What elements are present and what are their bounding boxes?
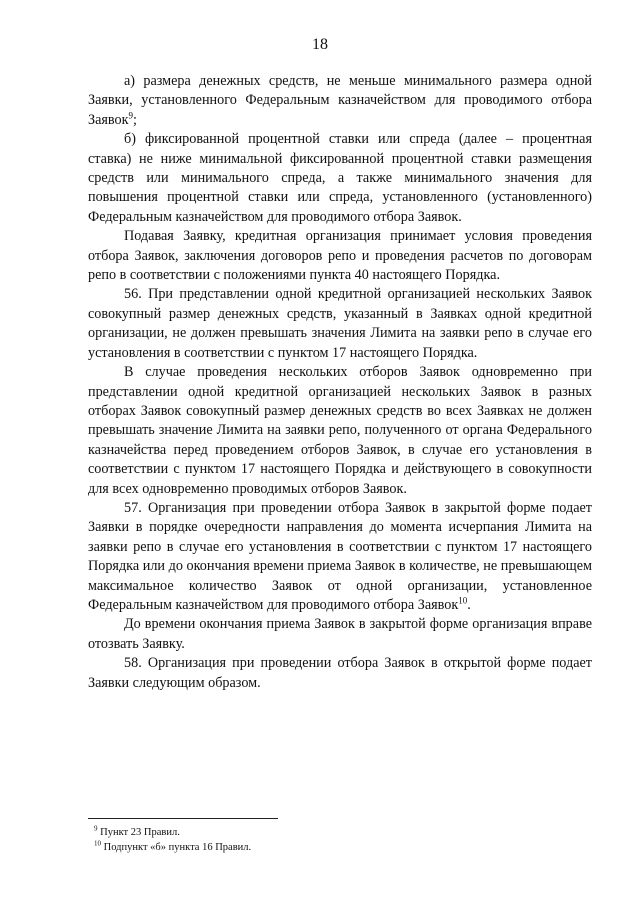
paragraph-57-withdrawal: До времени окончания приема Заявок в закрытой форме организация вправе отозвать Заявку. xyxy=(88,616,592,652)
footnote-9: $^9$ Пункт 23 Правил. xyxy=(94,824,180,838)
paragraph-57: 57. Организация при проведении отбора Заявок в закрытой форме подает Заявки в порядке очередности направления до момента исчерпания Лимита на заявки репо в случае его установления в соответствии с пунктом 17 настоящего Порядка или до окончания времени приема Заявок в количестве, не превышающем максимальное количество Заявок от одной организации, установленное Федеральным казначейством для проводимого отбора Заявок$^{10}$. xyxy=(88,499,592,613)
footnotes xyxy=(88,825,592,855)
paragraph-56: 56. При представлении одной кредитной организацией нескольких Заявок совокупный размер денежных средств, указанный в Заявках одной кредитной организации, не должен превышать значения Лимита на заявки репо в случае его установления в соответствии с пунктом 17 настоящего Порядка. xyxy=(88,286,592,361)
paragraph-b: б) фиксированной процентной ставки или спреда (далее – процентная ставка) не ниже минимальной фиксированной процентной ставки размещения средств или минимального спреда, а также минимального значения для повышения процентной ставки или спреда, установленного (установленного) Федеральным казначейством для проводимого отбора Заявок. xyxy=(88,131,592,225)
body-text xyxy=(88,72,592,693)
paragraph-58: 58. Организация при проведении отбора Заявок в открытой форме подает Заявки следующим образом. xyxy=(88,655,592,691)
footnote-10: $^{10}$ Подпункт «б» пункта 16 Правил. xyxy=(94,839,252,853)
page-number: 18 xyxy=(312,36,328,53)
paragraph-a: а) размера денежных средств, не меньше минимального размера одной Заявки, установленного Федеральным казначейством для проводимого отбора Заявок$^9$; xyxy=(88,73,592,128)
paragraph-56-multiple-selections: В случае проведения нескольких отборов Заявок одновременно при представлении одной кредитной организацией нескольких Заявок в разных отборах Заявок совокупный размер денежных средств во всех Заявках не должен превышать значение Лимита на заявки репо, полученного от органа Федерального казначейства перед проведением отборов Заявок, в случае его установления в соответствии с пунктом 17 настоящего Порядка и действующего в совокупности для всех одновременно проводимых отборов Заявок. xyxy=(88,364,592,497)
footnote-ref-9[interactable]: 9 xyxy=(128,110,134,121)
footnote-ref-10[interactable]: 10 xyxy=(458,595,468,606)
paragraph-submission-terms: Подавая Заявку, кредитная организация принимает условия проведения отбора Заявок, заключения договоров репо и проведения расчетов по договорам репо в соответствии с положениями пункта 40 настоящего Порядка. xyxy=(88,228,592,284)
footnote-divider xyxy=(88,818,278,819)
